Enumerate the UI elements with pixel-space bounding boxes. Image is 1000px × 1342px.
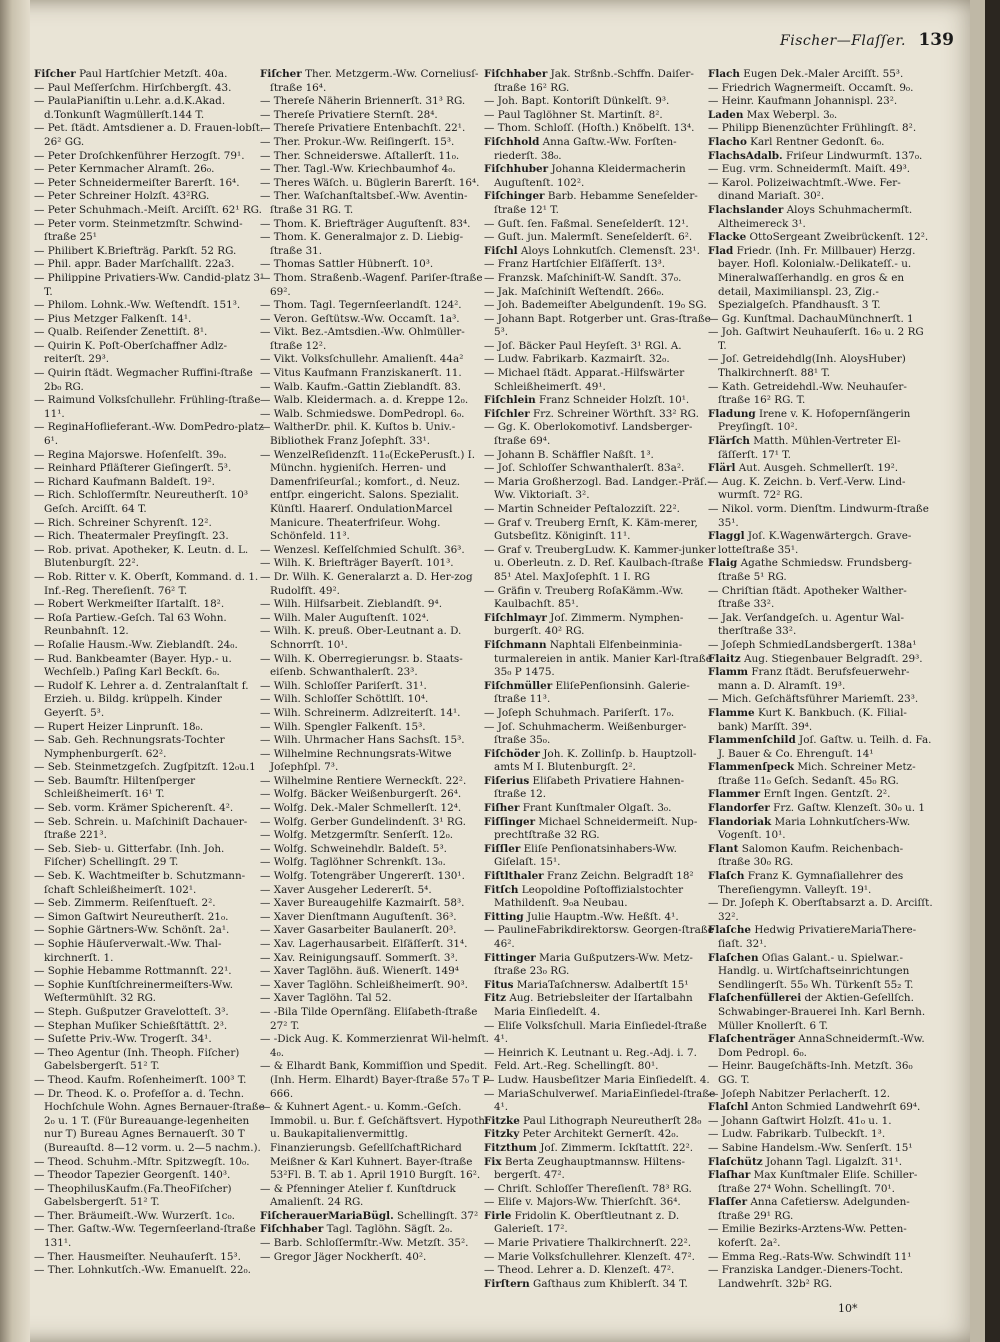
directory-entry: — Seb. K. Wachtmeiſter b. Schutzmann-ſchaft Schleißheimerſt. 102¹.	[34, 870, 246, 896]
directory-entry: Flaſchenträger AnnaSchneidermſt.-Ww. Dom Pedropl. 6₀.	[708, 1033, 925, 1059]
directory-entry: Fiſchinger Barb. Hebamme Seneſelder-ſtraße 12¹ T.	[484, 190, 698, 216]
directory-entry: — Seb. Baumſtr. Hiltenſperger Schleißheimerſt. 16¹ T.	[34, 774, 196, 801]
directory-entry: — PaulaPianiſtin u.Lehr. a.d.K.Akad. d.Tonkunſt Wagmüllerſt.144 T.	[34, 95, 226, 121]
directory-entry: — Johann Bapt. Rotgerber unt. Gras-ſtraße 5³.	[484, 312, 711, 339]
directory-entry: Flaſhar Max Kunſtmaler Eliſe. Schiller-ſtraße 27⁴ Wohn. Schellingſt. 70¹.	[708, 1169, 918, 1195]
directory-entry: — Xaver Gasarbeiter Baulanerſt. 20³.	[260, 924, 457, 937]
directory-entry: — Wilh. Uhrmacher Hans Sachsſt. 15³.	[260, 734, 465, 747]
directory-entry: — Theodor Tapezier Georgenſt. 140³.	[34, 1169, 231, 1182]
directory-entry: — Pet. ſtädt. Amtsdiener a. D. Frauen-lobſt. 26² GG.	[34, 122, 264, 148]
directory-entry: Fiſchmüller EliſePenſionsinh. Galerie-ſtraße 11³.	[484, 679, 690, 706]
directory-entry: — Thom. Tagl. Tegernſeerlandſt. 124².	[260, 299, 462, 312]
directory-entry: — Peter Kernmacher Alramſt. 26₀.	[34, 163, 215, 176]
directory-entry: — Sophie Kunſtſchreinermeiſters-Ww. Weſtermühlſt. 32 RG.	[34, 978, 234, 1005]
directory-entry: FlachsAdalb. Friſeur Lindwurmſt. 137₀.	[708, 149, 923, 162]
directory-entry: — & Elhardt Bank, Kommiſſion und Spedit. (Inh. Herm. Elhardt) Bayer-ſtraße 57₀ T P 666.	[260, 1060, 490, 1100]
directory-entry: — Ther. Tagl.-Ww. Kriechbaumhof 4₀.	[260, 163, 456, 176]
directory-entry: — Aug. K. Zeichn. b. Verf.-Verw. Lind-wurmſt. 72² RG.	[708, 475, 906, 502]
directory-entry: Fiſcher Paul Hartſchier Metzſt. 40a.	[34, 68, 228, 80]
directory-entry: — Xaver Taglöhn. Tal 52.	[260, 992, 392, 1005]
directory-entry: — Rich. Theatermaler Preyſingſt. 23.	[34, 530, 229, 543]
directory-entry: — Emilie Bezirks-Arztens-Ww. Petten-koferſt. 2a².	[708, 1223, 907, 1250]
directory-entry: — Kath. Getreidehdl.-Ww. Neuhauſer-ſtraße 16² RG. T.	[708, 380, 907, 407]
directory-entry: — Mich. Geſchäftsführer Mariemſt. 23³.	[708, 693, 919, 706]
directory-entry: — Ludw. Fabrikarb. Tulbeckſt. 1³.	[708, 1128, 886, 1141]
directory-entry: — Wilh. Hilfsarbeit. Zieblandſt. 9⁴.	[260, 598, 442, 611]
directory-entry: — Xaver Taglöhn. Schleißheimerſt. 90³.	[260, 978, 468, 991]
directory-entry: — Theod. Kaufm. Roſenheimerſt. 100³ T.	[34, 1073, 247, 1086]
directory-entry: — Ther. Hausmeiſter. Neuhauſerſt. 15³.	[34, 1250, 241, 1263]
directory-entry: Fitus MariaTaſchnersw. Adalbertſt 15¹	[484, 978, 689, 991]
directory-entry: — Wolfg. Taglöhner Schrenkſt. 13₀.	[260, 856, 446, 869]
directory-entry: — Ther. Bräumeiſt.-Ww. Wurzerſt. 1c₀.	[34, 1209, 235, 1222]
directory-entry: — Eliſe Volksſchull. Maria Einſiedel-ſtraße 4¹.	[484, 1019, 707, 1046]
directory-entry: — Paul Taglöhner St. Martinſt. 8².	[484, 108, 663, 121]
directory-entry: — Eug. vrm. Schneidermſt. Maiſt. 49³.	[708, 163, 911, 176]
directory-entry: — Dr. Theod. K. o. Profeſſor a. d. Techn. Hochſchule Wohn. Agnes Bernauer-ſtraße 2₀ u. 1 T. (Für Bureauange-legenheiten nur T) Bureau Agnes Bernauerſt. 30 T (Bureauſtd. 8—12 vorm. u. 2—5 nachm.).	[34, 1087, 265, 1154]
directory-entry: — Wolfg. Schweinehdlr. Baldeſt. 5³.	[260, 842, 447, 855]
directory-entry: Fitzky Peter Architekt Gernerſt. 42₀.	[484, 1128, 679, 1141]
directory-entry: Fitſch Leopoldine Poſtoffizialstochter Mathildenſt. 9₀a Neubau.	[484, 883, 684, 910]
directory-entry: Fiſchhuber Johanna Kleidermacherin Auguſtenſt. 102².	[484, 163, 686, 189]
directory-entry: Fiſſinger Michael Schneidermeiſt. Nup-prechtſtraße 32 RG.	[484, 815, 698, 842]
directory-entry: — Walb. Kleidermach. a. d. Kreppe 12₀.	[260, 394, 469, 407]
directory-entry: Flachslander Aloys Schuhmachermſt. Altheimereck 3¹.	[708, 203, 913, 230]
directory-entry: Flaſchenfüllerei der Aktien-Geſellſch. Schwabinger-Brauerei Inh. Karl Bernh. Müller Knollerſt. 6 T.	[708, 992, 926, 1032]
directory-entry: Flammenſchild Joſ. Gaſtw. u. Teilh. d. Fa. J. Bauer & Co. Ehrenguſt. 14¹	[708, 734, 932, 760]
directory-entry: — Joſ. Getreidehdlg(Inh. AloysHuber) Thalkirchnerſt. 88¹ T.	[708, 353, 906, 380]
directory-entry: Fitting Julie Hauptm.-Ww. Heßſt. 4¹.	[484, 910, 679, 923]
directory-entry: — TheophilusKaufm.(Fa.TheoFiſcher) Gabelsbergerſt. 51² T.	[34, 1182, 232, 1209]
directory-entry: — & Pfenninger Atelier f. Kunſtdruck Amalienſt. 24 RG.	[260, 1182, 456, 1209]
directory-entry: — Robert Werkmeiſter Iſartalſt. 18².	[34, 598, 225, 611]
directory-entry: — Wilh. K. preuß. Ober-Leutnant a. D. Schnorrſt. 10¹.	[260, 625, 462, 651]
directory-entry: — Thom. Schloſſ. (Hoſth.) Knöbelſt. 13⁴.	[484, 122, 695, 135]
directory-entry: — Wolfg. Dek.-Maler Schmellerſt. 12⁴.	[260, 802, 462, 815]
directory-entry: — Jak. Verſandgeſch. u. Agentur Wal-therſtraße 33².	[708, 611, 905, 638]
directory-entry: — -Dick Aug. K. Kommerzienrat Wil-helmſt. 4₀.	[260, 1033, 489, 1059]
directory-entry: — Wolfg. Metzgermſtr. Senſerſt. 12₀.	[260, 829, 454, 842]
directory-entry: — WenzelReſidenzſt. 11₀(EckePerusſt.) I. Münchn. hygieniſch. Herren- und Damenfriſeurſal.; komfort., d. Neuz. entſpr. eingericht. Salons. Spezialit. Künſtl. Haarerſ. OndulationMarcel Manicure. Theaterfriſeur. Wohg. Schönfeld. 11³.	[260, 448, 476, 543]
directory-entry: Fiſchlein Franz Schneider Holzſt. 10¹.	[484, 394, 690, 407]
directory-entry: — Pius Metzger Falkenſt. 14¹.	[34, 312, 192, 325]
directory-entry: Fiſchhaber Tagl. Taglöhn. Sägſt. 2₀.	[260, 1223, 453, 1236]
directory-entry: — Rud. Bankbeamter (Bayer. Hyp.- u. Wechſelb.) Paſing Karl Beckſt. 6₀.	[34, 652, 232, 679]
directory-entry: — PaulineFabrikdirektorsw. Georgen-ſtraße 46².	[484, 924, 714, 950]
directory-entry: — Seb. vorm. Krämer Spicherenſt. 4².	[34, 802, 234, 815]
directory-entry: — Wolfg. Bäcker Weißenburgerſt. 26⁴.	[260, 788, 462, 801]
directory-entry: — Sophie Gärtners-Ww. Schönſt. 2a¹.	[34, 924, 230, 937]
directory-entry: — Xav. Reinigungsaufſ. Sommerſt. 3³.	[260, 951, 458, 964]
directory-entry: — Gg. Kunſtmal. DachauMünchnerſt. 1	[708, 312, 914, 325]
directory-entry: Fladung Irene v. K. Hofopernſängerin Preyſingſt. 10².	[708, 407, 911, 434]
directory-entry: Flandoriak Maria Lohnkutſchers-Ww. Vogenſt. 10¹.	[708, 815, 911, 842]
directory-entry: Flammer Ernſt Ingen. Gentzſt. 2².	[708, 788, 891, 801]
directory-entry: — Ludw. Fabrikarb. Kazmairſt. 32₀.	[484, 353, 670, 366]
directory-entry: — Dr. Joſeph K. Oberſtabsarzt a. D. Arciſſt. 32².	[708, 897, 933, 923]
directory-entry: — Phil. appr. Bader Marſchallſt. 22a3.	[34, 258, 235, 271]
directory-entry: Flaſch Franz K. Gymnaſiallehrer des Thereſiengymn. Valleyſt. 19¹.	[708, 870, 904, 896]
directory-entry: — Peter Droſchkenführer Herzogſt. 79¹.	[34, 149, 245, 162]
directory-entry: — Johann Gaſtwirt Holzſt. 41₀ u. 1.	[708, 1114, 892, 1127]
directory-entry: Fiſchhaber Jak. Strßnb.-Schffn. Daiſer-ſtraße 16² RG.	[484, 68, 694, 94]
directory-entry: — Thereſe Näherin Briennerſt. 31³ RG.	[260, 95, 466, 108]
directory-entry: — Wilh. Schreinerm. Adlzreiterſt. 14¹.	[260, 706, 461, 719]
directory-entry: — Chriſtian ſtädt. Apotheker Walther-ſtraße 33².	[708, 584, 907, 611]
directory-entry: — Maria Großherzogl. Bad. Landger.-Präſ.-Ww. Viktoriaſt. 3².	[484, 475, 711, 502]
directory-entry: — Xaver Bureaugehilfe Kazmairſt. 58³.	[260, 897, 465, 910]
directory-entry: — Xaver Taglöhn. äuß. Wienerſt. 149⁴	[260, 965, 459, 978]
directory-entry: — Thereſe Privatiere Entenbachſt. 22¹.	[260, 122, 466, 135]
directory-entry: — Sophie Hebamme Rottmannſt. 22¹.	[34, 965, 232, 978]
directory-entry: — WaltherDr. phil. K. Kuſtos b. Univ.-Bibliothek Franz Joſephſt. 33¹.	[260, 421, 456, 448]
directory-entry: — Peter Schuhmach.-Meiſt. Arciſſt. 62¹ RG.	[34, 203, 262, 216]
directory-entry: Fiſchmann Naphtali Elfenbeinminia-turmalereien in antik. Manier Karl-ſtraße 35₀ P 1475.	[484, 638, 712, 679]
directory-entry: — Marie Privatiere Thalkirchnerſt. 22².	[484, 1237, 692, 1250]
directory-entry: Flandorfer Frz. Gaſtw. Klenzeſt. 30₀ u. 1	[708, 802, 925, 815]
directory-entry: — Rich. Schloſſermſtr. Neureutherſt. 10³ Geſch. Arciſſt. 64 T.	[34, 489, 249, 515]
directory-entry: — Raimund Volksſchullehr. Frühling-ſtraße 11¹.	[34, 394, 261, 420]
directory-entry: Fitzke Paul Lithograph Neureutherſt 28₀	[484, 1114, 702, 1127]
directory-entry: — Seb. Steinmetzgeſch. Zugſpitzſt. 12₀u.1	[34, 761, 256, 774]
directory-entry: — Quirin K. Poſt-Oberſchaffner Adlz-reiterſt. 29³.	[34, 339, 228, 366]
directory-entry: — Karol. Polizeiwachtmſt.-Wwe. Fer-dinand Mariaſt. 30².	[708, 176, 901, 203]
directory-entry: — ReginaHoflieferant.-Ww. DomPedro-platz 6¹.	[34, 421, 264, 448]
directory-entry: — Michael ſtädt. Apparat.-Hilfswärter Schleißheimerſt. 49¹.	[484, 367, 685, 393]
directory-entry: — Thomas Sattler Hübnerſt. 10³.	[260, 258, 434, 271]
directory-entry: — Wilh. Schloſſer Pariſerſt. 31¹.	[260, 679, 427, 692]
directory-entry: — Wolfg. Gerber Gundelindenſt. 3¹ RG.	[260, 815, 466, 828]
directory-entry: Flaſſer Anna Cafetiersw. Adelgunden-ſtraße 29¹ RG.	[708, 1196, 910, 1222]
directory-entry: — Philippine Privatiers-Ww. Candid-platz 3¹ T.	[34, 271, 265, 298]
directory-entry: — Xaver Ausgeher Ledererſt. 5⁴.	[260, 883, 432, 896]
directory-entry: — Wolfg. Totengräber Ungererſt. 130¹.	[260, 870, 465, 883]
directory-entry: — Barb. Schloſſermſtr.-Ww. Metzſt. 35².	[260, 1237, 469, 1250]
directory-entry: — Chriſt. Schloſſer Thereſienſt. 78³ RG.	[484, 1182, 692, 1195]
directory-entry: — Joh. Gaſtwirt Neuhauſerſt. 16₀ u. 2 RG T.	[708, 326, 924, 352]
directory-entry: — Joſ. Schuhmacherm. Weißenburger-ſtraße 35₀.	[484, 720, 687, 747]
directory-entry: Flaſchl Anton Schmied Landwehrſt 69⁴.	[708, 1101, 921, 1114]
directory-entry: — Wilh. K. Oberregierungsr. b. Staats-eiſenb. Schwanthalerſt. 23³.	[260, 652, 463, 679]
directory-entry: — Walb. Schmiedswe. DomPedropl. 6₀.	[260, 407, 465, 420]
directory-entry: Flaig Agathe Schmiedsw. Frundsberg-ſtraße 5¹ RG.	[708, 557, 912, 583]
directory-entry: — Martin Schneider Peſtalozziſt. 22².	[484, 503, 680, 515]
directory-entry: — Heinrich K. Leutnant u. Reg.-Adj. i. 7. Feld. Art.-Reg. Schellingſt. 80¹.	[484, 1046, 697, 1073]
directory-entry: — Thom. K. Briefträger Auguſtenſt. 83⁴.	[260, 217, 471, 230]
directory-entry: — Philibert K.Briefträg. Parkſt. 52 RG.	[34, 244, 237, 257]
directory-entry: Flaſchen Oſias Galant.- u. Spielwar.-Handlg. u. Wirtſchaftseinrichtungen Sendlingerſt. 55₀ Wh. Türkenſt 55₂ T.	[708, 951, 914, 991]
directory-entry: Flant Salomon Kaufm. Reichenbach-ſtraße 30₀ RG.	[708, 842, 904, 869]
directory-entry: — Joſeph Schuhmach. Pariſerſt. 17₀.	[484, 706, 675, 719]
directory-entry: — Joh. Bademeiſter Abelgundenſt. 19₀ SG.	[484, 299, 707, 312]
directory-entry: — Ther. Waſchanſtaltsbeſ.-Ww. Aventin-ſtraße 31 RG. T.	[260, 190, 468, 216]
directory-entry: — Peter Schreiner Holzſt. 43²RG.	[34, 190, 210, 203]
directory-entry: — Rudolf K. Lehrer a. d. Zentralanſtalt f. Erzieh. u. Bildg. krüppelh. Kinder Geyerſt. 5³.	[34, 679, 249, 719]
directory-entry: — Veron. Geſtütsw.-Ww. Occamſt. 1a³.	[260, 312, 460, 325]
directory-entry: — Heinr. Kaufmann Johannispl. 23².	[708, 95, 898, 108]
directory-entry: — Peter vorm. Steinmetzmſtr. Schwind-ſtraße 25¹	[34, 217, 243, 244]
directory-entry: — Vikt. Bez.-Amtsdien.-Ww. Ohlmüller-ſtraße 12².	[260, 326, 465, 352]
directory-entry: — Stephan Muſiker Schießſtättſt. 2³.	[34, 1019, 228, 1032]
directory-entry: — Sab. Geh. Rechnungsrats-Tochter Nymphenburgerſt. 62².	[34, 734, 225, 760]
directory-entry: — Franz Hartſchier Elſäſſerſt. 13³.	[484, 258, 666, 271]
directory-entry: — Theod. Lehrer a. D. Klenzeſt. 47².	[484, 1264, 675, 1277]
directory-entry: — Rob. privat. Apotheker, K. Leutn. d. L. Blutenburgſt. 22².	[34, 543, 249, 570]
directory-entry: Fiſchler Frz. Schreiner Wörthſt. 33² RG.	[484, 407, 699, 420]
directory-entry: — Quirin ſtädt. Wegmacher Ruffini-ſtraße 2b₀ RG.	[34, 367, 253, 393]
page-number: 139	[918, 30, 954, 50]
directory-entry: — Graf v. Treuberg Ernſt, K. Käm-merer, Gutsbeſitz. Königinſt. 11¹.	[484, 516, 698, 543]
directory-entry: Flamm Franz ſtädt. Berufsfeuerwehr-mann a. D. Alramſt. 19³.	[708, 666, 910, 692]
running-title: Fischer—Flaſſer.	[780, 33, 907, 49]
directory-entry: — Seb. Sieb- u. Gitterfabr. (Inh. Joh. Fiſcher) Schellingſt. 29 T.	[34, 842, 225, 869]
directory-entry: — Simon Gaſtwirt Neureutherſt. 21₀.	[34, 910, 229, 923]
directory-entry: — Vitus Kaufmann Franziskanerſt. 11.	[260, 367, 462, 380]
directory-entry: — Suſette Priv.-Ww. Trogerſt. 34¹.	[34, 1033, 212, 1046]
directory-entry: — Guſt. jun. Malermſt. Seneſelderſt. 6².	[484, 231, 693, 244]
column-4	[708, 68, 934, 1291]
directory-entry: — Rob. Ritter v. K. Oberſt, Kommand. d. 1. Inf.-Reg. Thereſienſt. 76² T.	[34, 570, 259, 597]
directory-entry: — Jak. Maſchiniſt Weſtendſt. 266₀.	[484, 285, 665, 298]
column-2	[260, 68, 492, 1264]
directory-entry: — Vikt. Volksſchullehr. Amalienſt. 44a²	[260, 353, 464, 366]
directory-entry: — Paul Meſſerſchm. Hirſchbergſt. 43.	[34, 81, 232, 94]
directory-entry: — Roſalie Hausm.-Ww. Zieblandſt. 24₀.	[34, 638, 238, 651]
directory-entry: — Joh. Bapt. Kontoriſt Dünkelſt. 9³.	[484, 95, 670, 108]
directory-entry: Flaſchütz Johann Tagl. Ligalzſt. 31¹.	[708, 1155, 903, 1168]
directory-entry: Flaitz Aug. Stiegenbauer Belgradſt. 29³.	[708, 652, 923, 665]
directory-entry: — Wilhelmine Rechnungsrats-Witwe Joſephſpl. 7³.	[260, 747, 452, 774]
directory-entry: Fiſtlthaler Franz Zeichn. Belgradſt 18²	[484, 870, 694, 883]
directory-entry: Flaggl Joſ. K.Wagenwärtergch. Grave-lotteſtraße 35¹.	[708, 530, 912, 556]
directory-entry: — Wilh. K. Briefträger Bayerſt. 101³.	[260, 557, 454, 570]
directory-entry: — Dr. Wilh. K. Generalarzt a. D. Her-zog Rudolfſt. 49².	[260, 570, 473, 597]
directory-entry: — MariaSchulverweſ. MariaEinſiedel-ſtraße 4¹.	[484, 1087, 716, 1114]
directory-entry: — Guſt. ſen. Faßmal. Seneſelderſt. 12¹.	[484, 217, 689, 230]
directory-entry: — Roſa Partiew.-Geſch. Tal 63 Wohn. Reunbahnſt. 12.	[34, 611, 227, 638]
directory-entry: Flad Friedr. (Inh. Fr. Millbauer) Herzg. bayer. Hofl. Kolonialw.-Delikateſſ.- u. Mineralwaſſerhandlg. en gros & en detail, Maximilianspl. 23, Zig.- Spezialgeſch. Pfandhausſt. 3 T.	[708, 244, 916, 312]
directory-entry: — Gräfin v. Treuberg RoſaKämm.-Ww. Kaulbachſt. 85¹.	[484, 584, 684, 611]
directory-entry: — Heinr. Baugeſchäfts-Inh. Metzſt. 36₀ GG. T.	[708, 1060, 913, 1086]
directory-entry: — Philipp Bienenzüchter Frühlingſt. 8².	[708, 122, 917, 135]
page-edge	[970, 0, 985, 1342]
directory-entry: — Gregor Jäger Nockherſt. 40².	[260, 1250, 427, 1263]
directory-entry: Flärſch Matth. Mühlen-Vertreter El-ſäſſerſt. 17¹ T.	[708, 435, 901, 461]
directory-entry: — Joſ. Bäcker Paul Heyſeſt. 3¹ RGl. A.	[484, 339, 682, 352]
directory-entry: — Ther. Lohnkutſch.-Ww. Emanuelſt. 22₀.	[34, 1264, 251, 1277]
directory-entry: Fiſher Frant Kunſtmaler Olgaſt. 3₀.	[484, 802, 672, 815]
directory-entry: — Rich. Schreiner Schyrenſt. 12².	[34, 516, 212, 529]
directory-entry: — Richard Kaufmann Baldeſt. 19².	[34, 475, 215, 488]
directory-entry: — Sophie Häuſerverwalt.-Ww. Thal-kirchnerſt. 1.	[34, 938, 222, 964]
directory-entry: — Regina Majorswe. Hoſenſelſt. 39₀.	[34, 448, 227, 461]
directory-entry: — Qualb. Reiſender Zenettiſt. 8¹.	[34, 326, 208, 339]
directory-entry: Fiſchhold Anna Gaſtw.-Ww. Forſten-riederſt. 38₀.	[484, 135, 677, 162]
directory-entry: Fix Berta Zeughauptmannsw. Hiltens-bergerſt. 47².	[484, 1155, 685, 1182]
directory-entry: — Franzsk. Maſchiniſt-W. Sandſt. 37₀.	[484, 271, 682, 284]
directory-entry: Fiſſler Eliſe Penſionatsinhabers-Ww. Giſelaſt. 15¹.	[484, 842, 677, 869]
directory-entry: — Theo Agentur (Inh. Theoph. Fiſcher) Gabelsbergerſt. 51² T.	[34, 1046, 240, 1073]
directory-entry: — Ludw. Hausbeſitzer Maria Einſiedelſt. 4.	[484, 1073, 710, 1086]
directory-entry: — Xaver Dienſtmann Auguſtenſt. 36³.	[260, 910, 457, 923]
directory-entry: Fitzthum Joſ. Zimmerm. Ickſtattſt. 22².	[484, 1141, 694, 1154]
directory-entry: — Wenzesl. Keſſelſchmied Schulſt. 36³.	[260, 543, 465, 556]
column-1	[34, 68, 266, 1278]
directory-entry: — Emma Reg.-Rats-Ww. Schwindſt 11¹	[708, 1250, 912, 1263]
directory-entry: Fitz Aug. Betriebsleiter der Iſartalbahn Maria Einſiedelſt. 4.	[484, 992, 693, 1018]
directory-entry: — Seb. Schrein. u. Maſchiniſt Dachauer-ſtraße 221³.	[34, 815, 248, 842]
directory-entry: — & Kuhnert Agent.- u. Komm.-Geſch. Immobil. u. Bur. f. Geſchäftsvert. Hypoth. u. Baukapitalienvermittlg. Finanzierungsb. GeſellſchaftRichard Meißner & Karl Kuhnert. Bayer-ſtraße 53²Fl. B. T. ab 1. April 1910 Burgſt. 16².	[260, 1101, 489, 1182]
directory-entry: Laden Max Weberpl. 3₀.	[708, 108, 838, 121]
directory-entry: — Sabine Handelsm.-Ww. Senſerſt. 15¹	[708, 1141, 913, 1154]
directory-entry: — Wilhelmine Rentiere Werneckſt. 22².	[260, 774, 467, 787]
directory-entry: — Nikol. vorm. Dienſtm. Lindwurm-ſtraße 35¹.	[708, 503, 929, 529]
directory-entry: Flacke OttoSergeant Zweibrückenſt. 12².	[708, 231, 929, 244]
directory-entry: — Theres Wäſch. u. Büglerin Barerſt. 16⁴.	[260, 176, 480, 189]
page-header	[780, 30, 954, 50]
column-3	[484, 68, 716, 1291]
directory-entry: — Reinhard Pfläſterer Gieſingerſt. 5³.	[34, 462, 232, 475]
directory-entry: — Walb. Kaufm.-Gattin Zieblandſt. 83.	[260, 380, 461, 393]
directory-entry: Flacho Karl Rentner Gedonſt. 6₀.	[708, 135, 885, 148]
directory-entry: — Steph. Gußputzer Gravelotteſt. 3³.	[34, 1005, 229, 1018]
directory-entry: — Joſ. Schloſſer Schwanthalerſt. 83a².	[484, 462, 685, 475]
directory-entry: Flamme Kurt K. Bankbuch. (K. Filial-bank) Marſſt. 39⁴.	[708, 706, 907, 733]
directory-entry: — Joſeph Nabitzer Perlacherſt. 12.	[708, 1087, 891, 1100]
directory-entry: — Gg. K. Oberlokomotivf. Landsberger-ſtraße 69⁴.	[484, 421, 693, 448]
directory-entry: — -Bila Tilde Opernſäng. Eliſabeth-ſtraße 27² T.	[260, 1005, 478, 1032]
directory-entry: — Seb. Zimmerm. Reiſenſtueſt. 2².	[34, 897, 216, 910]
directory-entry: — Franziska Landger.-Dieners-Tocht. Landwehrſt. 32b² RG.	[708, 1264, 904, 1290]
directory-entry: — Theod. Schuhm.-Mſtr. Spitzwegſt. 10₀.	[34, 1155, 250, 1168]
directory-entry: — Thereſe Privatiere Sternſt. 28⁴.	[260, 108, 438, 121]
directory-entry: Flaſche Hedwig PrivatiereMariaThere-ſiaſt. 32¹.	[708, 924, 917, 950]
directory-entry: Fiſchlmayr Joſ. Zimmerm. Nymphen-burgerſt. 40² RG.	[484, 611, 684, 638]
directory-entry: — Thom. Straßenb.-Wagenf. Pariſer-ſtraße 69².	[260, 271, 483, 298]
directory-entry: FiſcherauerMariaBügl. Schellingſt. 37²	[260, 1209, 479, 1222]
signature-mark: 10*	[838, 1302, 858, 1315]
directory-entry: — Philom. Lohnk.-Ww. Weſtendſt. 151³.	[34, 299, 241, 312]
directory-entry: — Wilh. Spengler Falkenſt. 15³.	[260, 720, 426, 733]
directory-entry: — Thom. K. Generalmajor z. D. Liebig-ſtraße 31.	[260, 231, 464, 257]
directory-entry: — Ther. Prokur.-Ww. Reiſingerſt. 15³.	[260, 135, 455, 148]
directory-entry: — Wilh. Maler Auguſtenſt. 102⁴.	[260, 611, 430, 624]
directory-entry: Fiſcher Ther. Metzgerm.-Ww. Corneliusſ-ſtraße 16⁴.	[260, 68, 479, 94]
directory-entry: Flach Eugen Dek.-Maler Arciſſt. 55³.	[708, 68, 904, 80]
directory-entry: — Ther. Schneiderswe. Aſtallerſt. 11₀.	[260, 149, 460, 162]
directory-entry: — Wilh. Schloſſer Schöttlſt. 10⁴.	[260, 693, 429, 706]
directory-entry: — Marie Volksſchullehrer. Klenzeſt. 47².	[484, 1250, 695, 1263]
directory-entry: — Joſeph SchmiedLandsbergerſt. 138a¹	[708, 638, 917, 651]
directory-entry: Flärl Aut. Ausgeh. Schmellerſt. 19².	[708, 462, 899, 475]
directory-entry: Fiſchl Aloys Lohnkutſch. Clemensſt. 23¹.	[484, 244, 700, 257]
directory-entry: Firſtern Gaſthaus zum Khiblerſt. 34 T.	[484, 1277, 688, 1290]
book-binding	[0, 0, 30, 1342]
directory-entry: Flammenſpeck Mich. Schreiner Metz-ſtraße 11₀ Geſch. Sedanſt. 45₀ RG.	[708, 761, 916, 787]
directory-entry: Fiſchöder Joh. K. Zollinſp. b. Hauptzoll-amts M I. Blutenburgſt. 2².	[484, 747, 697, 774]
directory-entry: Firle Fridolin K. Oberſtleutnant z. D. Galerieſt. 17².	[484, 1209, 680, 1236]
directory-entry: Fiſerius Eliſabeth Privatiere Hahnen-ſtraße 12.	[484, 774, 685, 801]
directory-entry: — Johann B. Schäffler Naßſt. 1³.	[484, 448, 654, 461]
directory-entry: — Ther. Gaſtw.-Ww. Tegernſeerland-ſtraße 131¹.	[34, 1223, 256, 1250]
directory-entry: Fittinger Maria Gußputzers-Ww. Metz-ſtraße 23₀ RG.	[484, 951, 693, 978]
directory-entry: — Eliſe v. Majors-Ww. Thierſchſt. 36⁴.	[484, 1196, 681, 1209]
directory-entry: — Peter Schneidermeiſter Barerſt. 16⁴.	[34, 176, 240, 189]
directory-entry: — Graf v. TreubergLudw. K. Kammer-junker u. Oberleutn. z. D. Reſ. Kaulbach-ſtraße 85¹ Atel. MaxJoſephſt. 1 I. RG	[484, 543, 716, 583]
directory-entry: — Friedrich Wagnermeiſt. Occamſt. 9₀.	[708, 81, 914, 94]
directory-entry: — Rupert Heizer Linprunſt. 18₀.	[34, 720, 204, 733]
directory-entry: — Xav. Lagerhausarbeit. Elſäſſerſt. 31⁴.	[260, 938, 468, 950]
